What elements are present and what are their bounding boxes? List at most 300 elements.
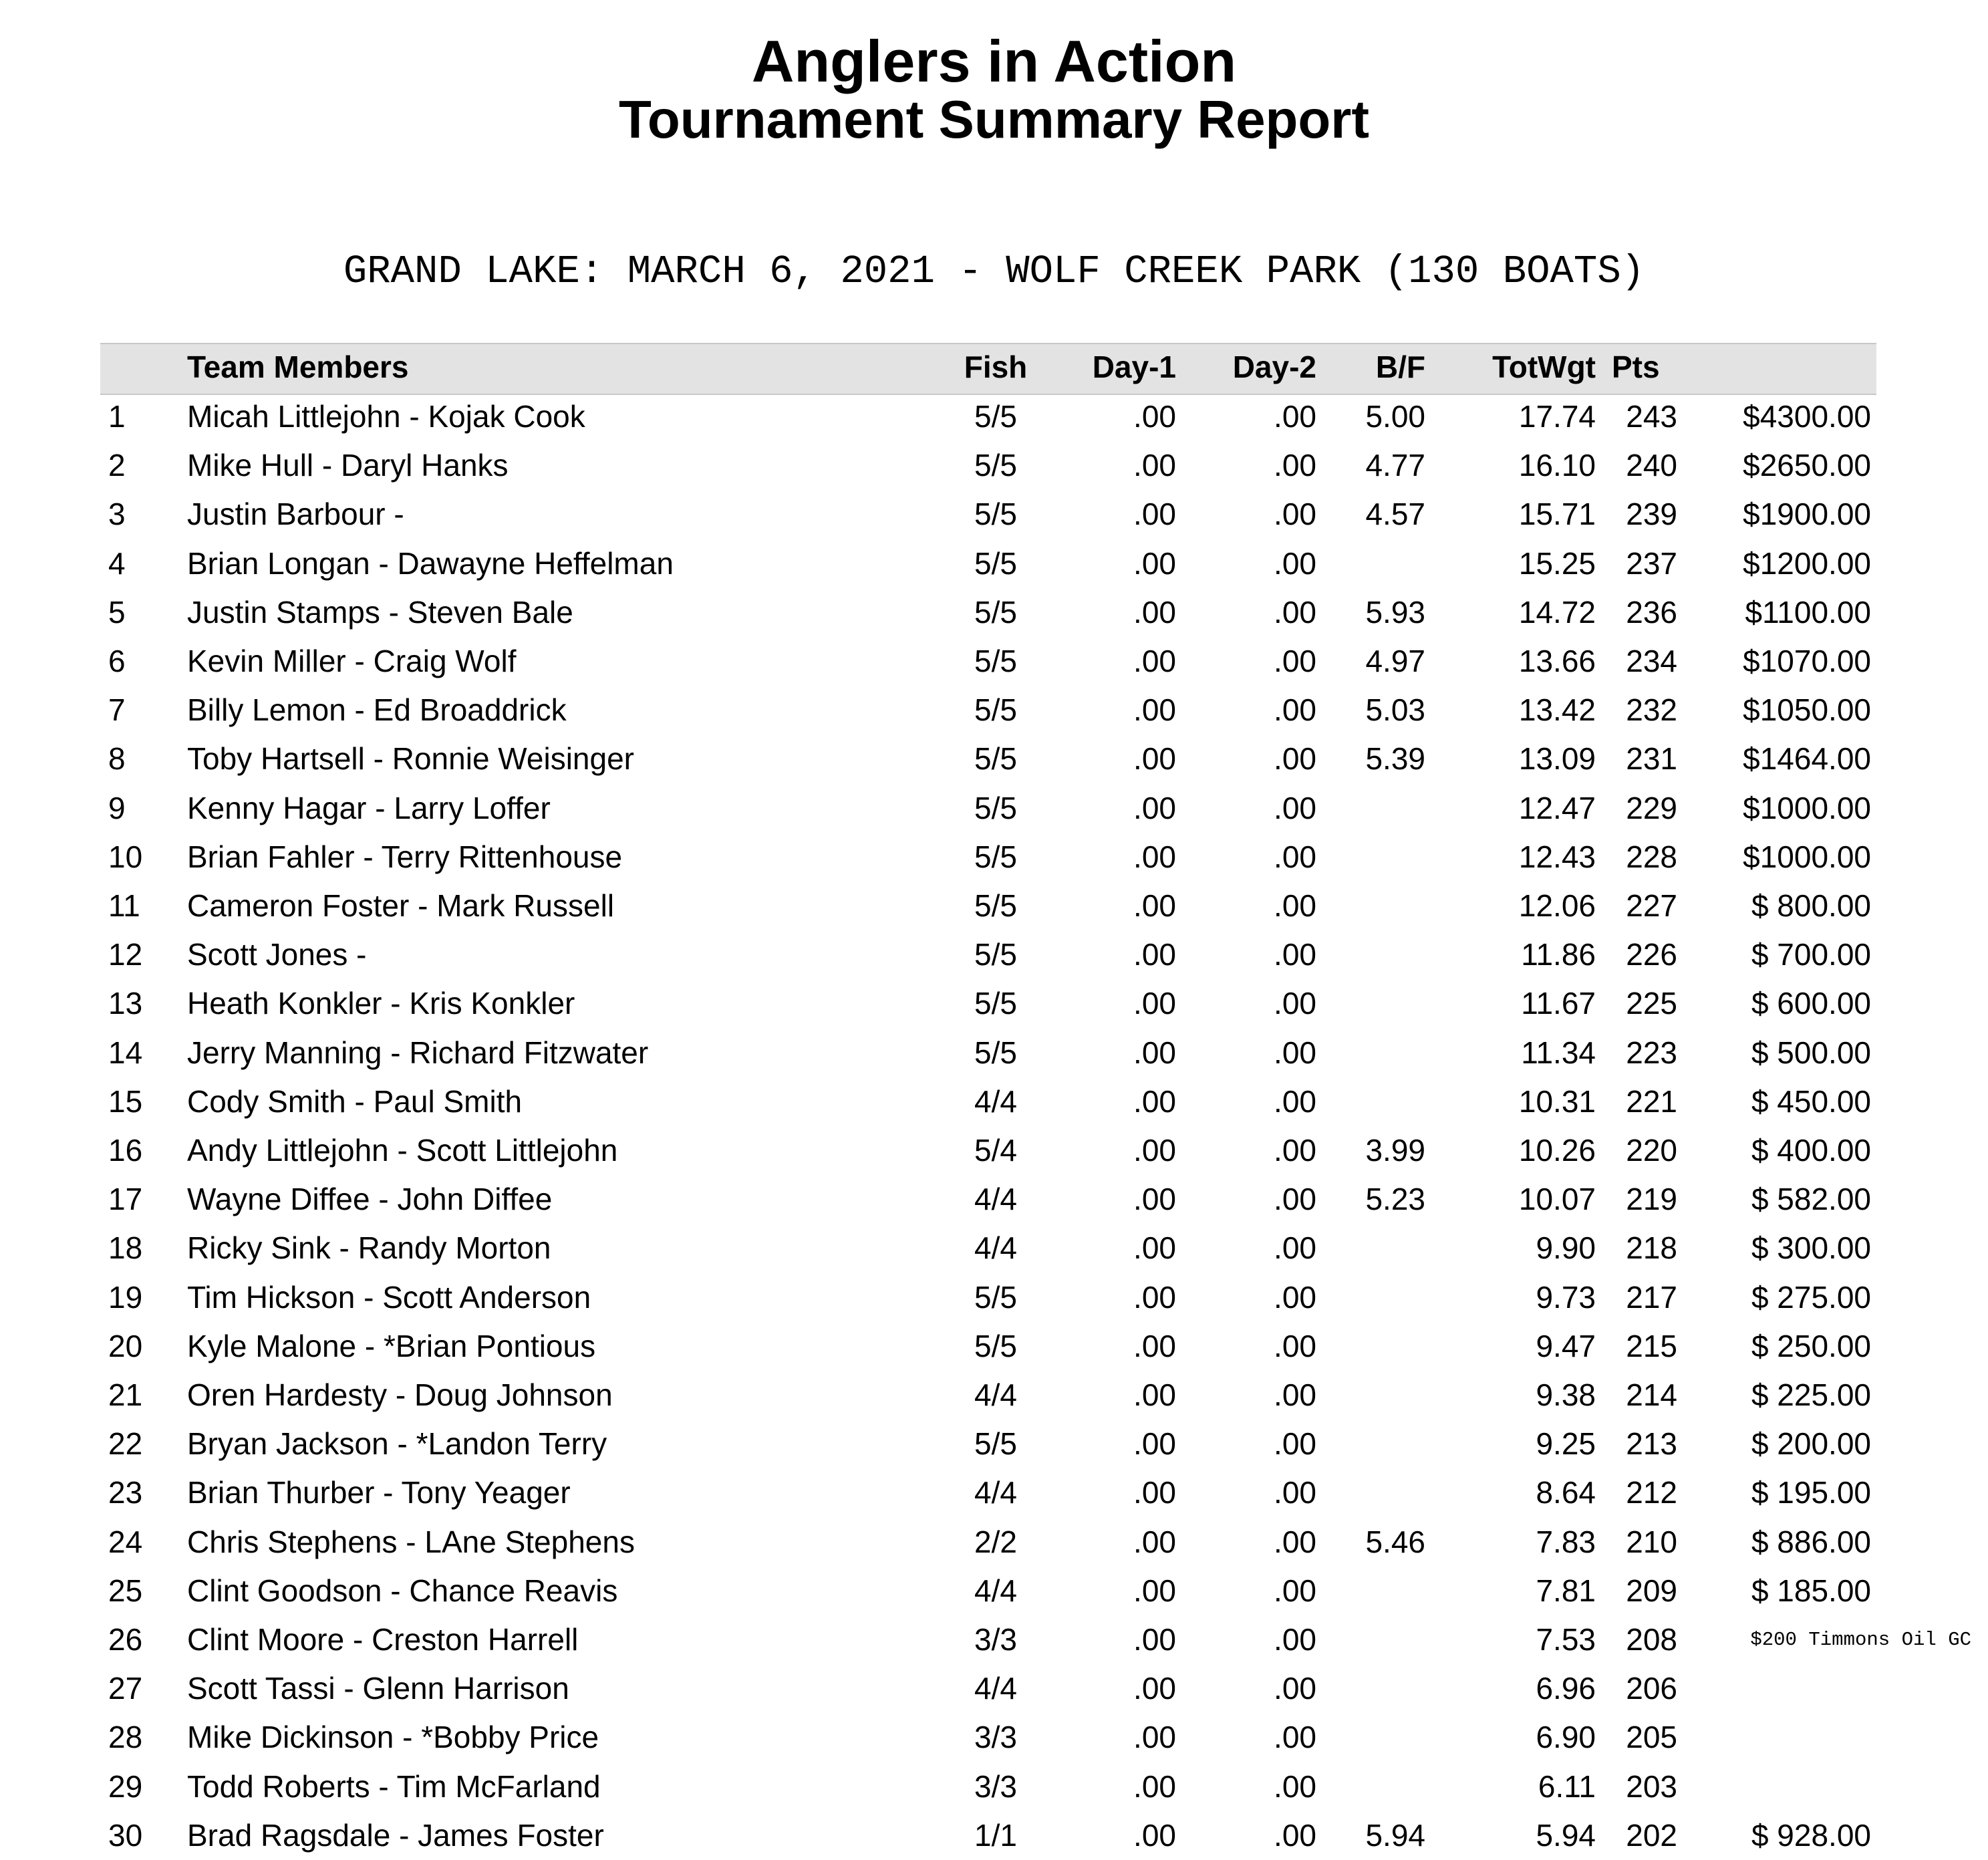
- fish-count-cell: 5/5: [974, 545, 1017, 581]
- fish-count-cell: 5/5: [974, 594, 1017, 630]
- payout-cell: $ 225.00: [1751, 1377, 1871, 1412]
- payout-cell: [1671, 1762, 1871, 1811]
- place-cell: 5: [108, 594, 126, 630]
- points-cell: 212: [1626, 1475, 1677, 1510]
- table-row: [0, 1077, 1988, 1126]
- big-fish-cell: [1326, 539, 1425, 588]
- col-pts-header: Pts: [1612, 350, 1660, 384]
- payout-cell: $1900.00: [1743, 497, 1871, 532]
- total-weight-cell: 13.66: [1518, 644, 1596, 678]
- total-weight-cell: 10.07: [1518, 1182, 1596, 1217]
- big-fish-cell: 5.39: [1365, 741, 1425, 777]
- col-bf-header: B/F: [1375, 350, 1425, 384]
- payout-cell: $ 400.00: [1751, 1133, 1871, 1168]
- team-members-cell: Mike Hull - Daryl Hanks: [187, 448, 509, 483]
- total-weight-cell: 6.90: [1536, 1720, 1596, 1755]
- table-row: [0, 539, 1988, 588]
- place-cell: 16: [108, 1133, 143, 1168]
- day1-weight-cell: .00: [1133, 1475, 1176, 1510]
- table-row: [0, 1762, 1988, 1811]
- table-row: [0, 686, 1988, 735]
- day1-weight-cell: .00: [1133, 1279, 1176, 1315]
- big-fish-cell: [1326, 1029, 1425, 1077]
- fish-count-cell: 4/4: [974, 1182, 1017, 1217]
- day2-weight-cell: .00: [1274, 1524, 1316, 1559]
- fish-count-cell: 5/4: [974, 1133, 1017, 1168]
- fish-count-cell: 5/5: [974, 790, 1017, 825]
- team-members-cell: Jerry Manning - Richard Fitzwater: [187, 1035, 649, 1070]
- table-row: [0, 930, 1988, 979]
- total-weight-cell: 8.64: [1536, 1475, 1596, 1510]
- table-row: [0, 882, 1988, 930]
- big-fish-cell: [1326, 882, 1425, 930]
- day1-weight-cell: .00: [1133, 1426, 1176, 1462]
- day2-weight-cell: .00: [1274, 497, 1316, 532]
- total-weight-cell: 9.47: [1536, 1328, 1596, 1363]
- day2-weight-cell: .00: [1274, 1377, 1316, 1412]
- points-cell: 225: [1626, 986, 1677, 1021]
- total-weight-cell: 6.96: [1536, 1671, 1596, 1706]
- points-cell: 229: [1626, 790, 1677, 825]
- points-cell: 208: [1626, 1622, 1677, 1657]
- table-header: [0, 343, 1988, 392]
- place-cell: 11: [108, 888, 140, 923]
- day1-weight-cell: .00: [1133, 1573, 1176, 1608]
- fish-count-cell: 5/5: [974, 986, 1017, 1021]
- payout-cell: $1000.00: [1743, 839, 1871, 874]
- team-members-cell: Justin Barbour -: [187, 497, 404, 532]
- team-members-cell: Brad Ragsdale - James Foster: [187, 1817, 604, 1853]
- col-team-header: Team Members: [187, 350, 409, 384]
- day1-weight-cell: .00: [1133, 644, 1176, 678]
- table-row: [0, 735, 1988, 783]
- points-cell: 231: [1626, 741, 1677, 777]
- fish-count-cell: 4/4: [974, 1377, 1017, 1412]
- team-members-cell: Cameron Foster - Mark Russell: [187, 888, 615, 923]
- total-weight-cell: 16.10: [1518, 448, 1596, 483]
- payout-cell: $1100.00: [1745, 594, 1871, 630]
- team-members-cell: Ricky Sink - Randy Morton: [187, 1230, 551, 1266]
- day2-weight-cell: .00: [1274, 1083, 1316, 1119]
- big-fish-cell: 3.99: [1365, 1133, 1425, 1168]
- team-members-cell: Clint Moore - Creston Harrell: [187, 1622, 579, 1657]
- team-members-cell: Micah Littlejohn - Kojak Cook: [187, 399, 585, 434]
- team-members-cell: Brian Longan - Dawayne Heffelman: [187, 545, 674, 581]
- points-cell: 213: [1626, 1426, 1677, 1462]
- fish-count-cell: 1/1: [974, 1817, 1017, 1853]
- day2-weight-cell: .00: [1274, 1622, 1316, 1657]
- place-cell: 29: [108, 1768, 143, 1804]
- table-row: [0, 1224, 1988, 1273]
- place-cell: 4: [108, 545, 126, 581]
- table-row: [0, 490, 1988, 539]
- payout-cell: $ 195.00: [1751, 1475, 1871, 1510]
- points-cell: 210: [1626, 1524, 1677, 1559]
- table-row: [0, 1567, 1988, 1615]
- big-fish-cell: [1326, 1371, 1425, 1420]
- points-cell: 209: [1626, 1573, 1677, 1608]
- day2-weight-cell: .00: [1274, 692, 1316, 728]
- day1-weight-cell: .00: [1133, 839, 1176, 874]
- place-cell: 9: [108, 790, 126, 825]
- payout-cell: $1200.00: [1743, 545, 1871, 581]
- big-fish-cell: [1326, 979, 1425, 1028]
- points-cell: 226: [1626, 937, 1677, 972]
- table-row: [0, 1420, 1988, 1468]
- points-cell: 221: [1626, 1083, 1677, 1119]
- total-weight-cell: 5.94: [1536, 1817, 1596, 1853]
- payout-cell: $ 600.00: [1751, 986, 1871, 1021]
- place-cell: 10: [108, 839, 143, 874]
- team-members-cell: Cody Smith - Paul Smith: [187, 1083, 523, 1119]
- payout-cell: $1070.00: [1743, 644, 1871, 678]
- payout-cell: $200 Timmons Oil GC: [1750, 1629, 1971, 1651]
- big-fish-cell: [1326, 784, 1425, 833]
- team-members-cell: Billy Lemon - Ed Broaddrick: [187, 692, 567, 728]
- big-fish-cell: [1326, 1664, 1425, 1713]
- team-members-cell: Andy Littlejohn - Scott Littlejohn: [187, 1133, 618, 1168]
- team-members-cell: Brian Fahler - Terry Rittenhouse: [187, 839, 623, 874]
- payout-cell: $4300.00: [1743, 399, 1871, 434]
- points-cell: 228: [1626, 839, 1677, 874]
- big-fish-cell: [1326, 1762, 1425, 1811]
- day1-weight-cell: .00: [1133, 594, 1176, 630]
- place-cell: 7: [108, 692, 126, 728]
- day2-weight-cell: .00: [1274, 448, 1316, 483]
- points-cell: 218: [1626, 1230, 1677, 1266]
- big-fish-cell: 5.03: [1365, 692, 1425, 728]
- total-weight-cell: 9.73: [1536, 1279, 1596, 1315]
- big-fish-cell: 4.97: [1365, 644, 1425, 678]
- table-row: [0, 784, 1988, 833]
- payout-cell: $ 300.00: [1751, 1230, 1871, 1266]
- day1-weight-cell: .00: [1133, 1622, 1176, 1657]
- org-title: Anglers in Action: [751, 28, 1237, 94]
- fish-count-cell: 5/5: [974, 1035, 1017, 1070]
- team-members-cell: Todd Roberts - Tim McFarland: [187, 1768, 601, 1804]
- table-row: [0, 1615, 1988, 1664]
- payout-cell: $ 185.00: [1751, 1573, 1871, 1608]
- day1-weight-cell: .00: [1133, 790, 1176, 825]
- table-row: [0, 392, 1988, 441]
- day1-weight-cell: .00: [1133, 1083, 1176, 1119]
- place-cell: 22: [108, 1426, 143, 1462]
- fish-count-cell: 3/3: [974, 1622, 1017, 1657]
- big-fish-cell: [1326, 1273, 1425, 1322]
- payout-cell: $1000.00: [1743, 790, 1871, 825]
- total-weight-cell: 13.09: [1518, 741, 1596, 777]
- report-title: Tournament Summary Report: [618, 90, 1370, 149]
- place-cell: 18: [108, 1230, 143, 1266]
- total-weight-cell: 9.25: [1536, 1426, 1596, 1462]
- big-fish-cell: 4.77: [1365, 448, 1425, 483]
- team-members-cell: Chris Stephens - LAne Stephens: [187, 1524, 635, 1559]
- points-cell: 206: [1626, 1671, 1677, 1706]
- day1-weight-cell: .00: [1133, 986, 1176, 1021]
- place-cell: 8: [108, 741, 126, 777]
- day2-weight-cell: .00: [1274, 1671, 1316, 1706]
- team-members-cell: Scott Jones -: [187, 937, 367, 972]
- points-cell: 203: [1626, 1768, 1677, 1804]
- event-line: GRAND LAKE: MARCH 6, 2021 - WOLF CREEK PARK (130 BOATS): [343, 249, 1645, 294]
- day2-weight-cell: .00: [1274, 1182, 1316, 1217]
- day1-weight-cell: .00: [1133, 1133, 1176, 1168]
- place-cell: 21: [108, 1377, 143, 1412]
- total-weight-cell: 12.43: [1518, 839, 1596, 874]
- total-weight-cell: 15.71: [1518, 497, 1596, 532]
- total-weight-cell: 10.26: [1518, 1133, 1596, 1168]
- payout-cell: $ 700.00: [1751, 937, 1871, 972]
- fish-count-cell: 5/5: [974, 937, 1017, 972]
- big-fish-cell: 5.23: [1365, 1182, 1425, 1217]
- col-payout-header: [1671, 343, 1871, 392]
- table-row: [0, 588, 1988, 637]
- points-cell: 236: [1626, 594, 1677, 630]
- place-cell: 13: [108, 986, 143, 1021]
- col-fish-header: Fish: [964, 350, 1028, 384]
- total-weight-cell: 11.86: [1521, 937, 1596, 972]
- fish-count-cell: 4/4: [974, 1475, 1017, 1510]
- total-weight-cell: 9.38: [1536, 1377, 1596, 1412]
- points-cell: 205: [1626, 1720, 1677, 1755]
- place-cell: 1: [108, 399, 126, 434]
- total-weight-cell: 6.11: [1538, 1768, 1596, 1804]
- place-cell: 28: [108, 1720, 143, 1755]
- team-members-cell: Toby Hartsell - Ronnie Weisinger: [187, 741, 634, 777]
- payout-cell: $1464.00: [1743, 741, 1871, 777]
- payout-cell: [1671, 1664, 1871, 1713]
- place-cell: 6: [108, 644, 126, 678]
- day1-weight-cell: .00: [1133, 1768, 1176, 1804]
- fish-count-cell: 5/5: [974, 399, 1017, 434]
- col-day1-header: Day-1: [1092, 350, 1176, 384]
- payout-cell: [1671, 1713, 1871, 1762]
- day2-weight-cell: .00: [1274, 1475, 1316, 1510]
- place-cell: 12: [108, 937, 143, 972]
- fish-count-cell: 5/5: [974, 448, 1017, 483]
- table-row: [0, 979, 1988, 1028]
- col-totwgt-header: TotWgt: [1492, 350, 1596, 384]
- payout-cell: $ 886.00: [1751, 1524, 1871, 1559]
- day2-weight-cell: .00: [1274, 1817, 1316, 1853]
- day2-weight-cell: .00: [1274, 1426, 1316, 1462]
- payout-cell: $ 200.00: [1751, 1426, 1871, 1462]
- day2-weight-cell: .00: [1274, 399, 1316, 434]
- day1-weight-cell: .00: [1133, 888, 1176, 923]
- points-cell: 202: [1626, 1817, 1677, 1853]
- fish-count-cell: 5/5: [974, 888, 1017, 923]
- points-cell: 234: [1626, 644, 1677, 678]
- table-row: [0, 1322, 1988, 1371]
- day2-weight-cell: .00: [1274, 545, 1316, 581]
- day2-weight-cell: .00: [1274, 644, 1316, 678]
- payout-cell: $1050.00: [1743, 692, 1871, 728]
- fish-count-cell: 5/5: [974, 1426, 1017, 1462]
- points-cell: 239: [1626, 497, 1677, 532]
- big-fish-cell: [1326, 833, 1425, 882]
- place-cell: 26: [108, 1622, 143, 1657]
- day1-weight-cell: .00: [1133, 937, 1176, 972]
- team-members-cell: Kyle Malone - *Brian Pontious: [187, 1328, 596, 1363]
- fish-count-cell: 3/3: [974, 1720, 1017, 1755]
- big-fish-cell: [1326, 1615, 1425, 1664]
- total-weight-cell: 13.42: [1518, 692, 1596, 728]
- day1-weight-cell: .00: [1133, 1328, 1176, 1363]
- team-members-cell: Bryan Jackson - *Landon Terry: [187, 1426, 607, 1462]
- place-cell: 25: [108, 1573, 143, 1608]
- day1-weight-cell: .00: [1133, 1035, 1176, 1070]
- total-weight-cell: 12.47: [1518, 790, 1596, 825]
- day2-weight-cell: .00: [1274, 1279, 1316, 1315]
- points-cell: 237: [1626, 545, 1677, 581]
- points-cell: 219: [1626, 1182, 1677, 1217]
- day2-weight-cell: .00: [1274, 1035, 1316, 1070]
- payout-cell: $ 582.00: [1751, 1182, 1871, 1217]
- points-cell: 243: [1626, 399, 1677, 434]
- table-row: [0, 1175, 1988, 1224]
- day1-weight-cell: .00: [1133, 1720, 1176, 1755]
- team-members-cell: Tim Hickson - Scott Anderson: [187, 1279, 591, 1315]
- table-row: [0, 1371, 1988, 1420]
- place-cell: 24: [108, 1524, 143, 1559]
- day1-weight-cell: .00: [1133, 1230, 1176, 1266]
- table-row: [0, 1273, 1988, 1322]
- payout-cell: $ 800.00: [1751, 888, 1871, 923]
- table-row: [0, 833, 1988, 882]
- fish-count-cell: 5/5: [974, 1328, 1017, 1363]
- big-fish-cell: 5.46: [1365, 1524, 1425, 1559]
- points-cell: 215: [1626, 1328, 1677, 1363]
- fish-count-cell: 5/5: [974, 741, 1017, 777]
- day2-weight-cell: .00: [1274, 594, 1316, 630]
- points-cell: 217: [1626, 1279, 1677, 1315]
- payout-cell: $ 928.00: [1751, 1817, 1871, 1853]
- day2-weight-cell: .00: [1274, 839, 1316, 874]
- fish-count-cell: 5/5: [974, 839, 1017, 874]
- team-members-cell: Clint Goodson - Chance Reavis: [187, 1573, 618, 1608]
- day1-weight-cell: .00: [1133, 448, 1176, 483]
- payout-cell: $ 250.00: [1751, 1328, 1871, 1363]
- team-members-cell: Brian Thurber - Tony Yeager: [187, 1475, 571, 1510]
- place-cell: 27: [108, 1671, 143, 1706]
- fish-count-cell: 4/4: [974, 1671, 1017, 1706]
- day2-weight-cell: .00: [1274, 937, 1316, 972]
- payout-cell: $ 275.00: [1751, 1279, 1871, 1315]
- table-row: [0, 1811, 1988, 1860]
- day1-weight-cell: .00: [1133, 1377, 1176, 1412]
- place-cell: 19: [108, 1279, 143, 1315]
- table-row: [0, 1664, 1988, 1713]
- total-weight-cell: 7.53: [1536, 1622, 1596, 1657]
- big-fish-cell: [1326, 1224, 1425, 1273]
- day2-weight-cell: .00: [1274, 1720, 1316, 1755]
- table-row: [0, 1126, 1988, 1175]
- day1-weight-cell: .00: [1133, 1817, 1176, 1853]
- place-cell: 23: [108, 1475, 143, 1510]
- team-members-cell: Scott Tassi - Glenn Harrison: [187, 1671, 569, 1706]
- table-row: [0, 1713, 1988, 1762]
- table-row: [0, 1468, 1988, 1517]
- team-members-cell: Mike Dickinson - *Bobby Price: [187, 1720, 599, 1755]
- fish-count-cell: 5/5: [974, 1279, 1017, 1315]
- total-weight-cell: 15.25: [1518, 545, 1596, 581]
- team-members-cell: Justin Stamps - Steven Bale: [187, 594, 573, 630]
- big-fish-cell: 5.93: [1365, 594, 1425, 630]
- day2-weight-cell: .00: [1274, 1573, 1316, 1608]
- team-members-cell: Kenny Hagar - Larry Loffer: [187, 790, 551, 825]
- points-cell: 220: [1626, 1133, 1677, 1168]
- big-fish-cell: 5.94: [1365, 1817, 1425, 1853]
- place-cell: 3: [108, 497, 126, 532]
- total-weight-cell: 10.31: [1518, 1083, 1596, 1119]
- team-members-cell: Heath Konkler - Kris Konkler: [187, 986, 575, 1021]
- big-fish-cell: [1326, 1420, 1425, 1468]
- payout-cell: $ 450.00: [1751, 1083, 1871, 1119]
- fish-count-cell: 3/3: [974, 1768, 1017, 1804]
- day1-weight-cell: .00: [1133, 1524, 1176, 1559]
- day1-weight-cell: .00: [1133, 399, 1176, 434]
- day2-weight-cell: .00: [1274, 986, 1316, 1021]
- place-cell: 14: [108, 1035, 143, 1070]
- fish-count-cell: 4/4: [974, 1230, 1017, 1266]
- total-weight-cell: 14.72: [1518, 594, 1596, 630]
- day2-weight-cell: .00: [1274, 1230, 1316, 1266]
- total-weight-cell: 9.90: [1536, 1230, 1596, 1266]
- points-cell: 223: [1626, 1035, 1677, 1070]
- points-cell: 240: [1626, 448, 1677, 483]
- big-fish-cell: [1326, 1077, 1425, 1126]
- fish-count-cell: 5/5: [974, 497, 1017, 532]
- big-fish-cell: [1326, 1322, 1425, 1371]
- points-cell: 214: [1626, 1377, 1677, 1412]
- points-cell: 232: [1626, 692, 1677, 728]
- table-row: [0, 1518, 1988, 1567]
- payout-cell: $ 500.00: [1751, 1035, 1871, 1070]
- fish-count-cell: 5/5: [974, 644, 1017, 678]
- day1-weight-cell: .00: [1133, 497, 1176, 532]
- fish-count-cell: 4/4: [974, 1083, 1017, 1119]
- fish-count-cell: 5/5: [974, 692, 1017, 728]
- place-cell: 2: [108, 448, 126, 483]
- big-fish-cell: [1326, 1567, 1425, 1615]
- day2-weight-cell: .00: [1274, 888, 1316, 923]
- points-cell: 227: [1626, 888, 1677, 923]
- big-fish-cell: [1326, 1468, 1425, 1517]
- table-row: [0, 1029, 1988, 1077]
- place-cell: 20: [108, 1328, 143, 1363]
- place-cell: 15: [108, 1083, 143, 1119]
- fish-count-cell: 4/4: [974, 1573, 1017, 1608]
- total-weight-cell: 12.06: [1518, 888, 1596, 923]
- day1-weight-cell: .00: [1133, 692, 1176, 728]
- big-fish-cell: [1326, 930, 1425, 979]
- day2-weight-cell: .00: [1274, 790, 1316, 825]
- fish-count-cell: 2/2: [974, 1524, 1017, 1559]
- total-weight-cell: 17.74: [1518, 399, 1596, 434]
- table-row: [0, 441, 1988, 490]
- total-weight-cell: 7.83: [1536, 1524, 1596, 1559]
- big-fish-cell: [1326, 1713, 1425, 1762]
- team-members-cell: Wayne Diffee - John Diffee: [187, 1182, 553, 1217]
- day2-weight-cell: .00: [1274, 741, 1316, 777]
- col-day2-header: Day-2: [1232, 350, 1316, 384]
- table-row: [0, 637, 1988, 686]
- team-members-cell: Oren Hardesty - Doug Johnson: [187, 1377, 613, 1412]
- day2-weight-cell: .00: [1274, 1328, 1316, 1363]
- place-cell: 30: [108, 1817, 143, 1853]
- day1-weight-cell: .00: [1133, 545, 1176, 581]
- total-weight-cell: 11.67: [1521, 986, 1596, 1021]
